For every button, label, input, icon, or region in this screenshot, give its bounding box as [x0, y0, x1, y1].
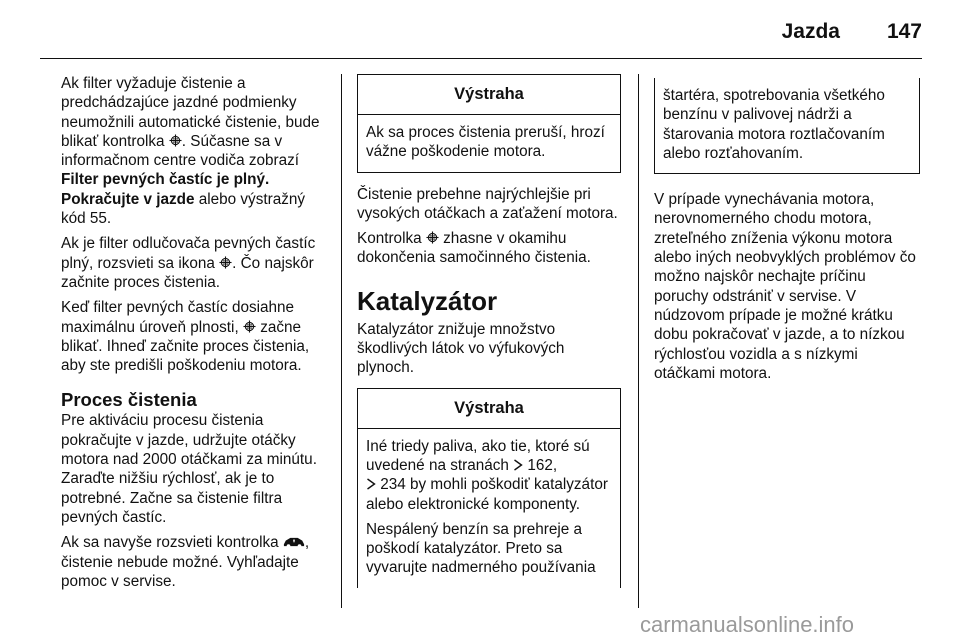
paragraph: Katalyzátor znižuje množstvo škodlivých látok vo výfukových plynoch. — [357, 320, 565, 377]
particle-filter-icon — [169, 134, 182, 147]
section-heading-catalytic-converter: Katalyzátor — [357, 285, 498, 316]
warning-title: Výstraha — [358, 389, 620, 429]
warning-text: Nespálený benzín sa prehreje a poškodí katalyzátor. Preto sa vyvarujte nadmerného používania — [366, 520, 596, 577]
page-reference-arrow-icon — [513, 459, 523, 471]
subheading-cleaning-process: Proces čistenia — [61, 389, 197, 411]
page-reference-arrow-icon — [366, 478, 376, 490]
text: . Čo najskôr začnite proces čistenia. — [61, 254, 314, 291]
column-left — [61, 74, 326, 597]
warning-box — [357, 388, 621, 588]
text: alebo výstražný kód 55. — [61, 190, 306, 228]
driver-info-message: Filter pevných častíc je plný. Pokračujte v jazde — [61, 171, 270, 208]
text: Iné triedy paliva, ako tie, ktoré sú uvedené na stranách — [366, 437, 590, 474]
column-middle — [357, 74, 621, 594]
watermark: carmanualsonline.info — [640, 612, 855, 637]
text: Kontrolka — [357, 230, 426, 248]
warning-box — [357, 74, 621, 173]
engine-service-car-icon — [283, 535, 305, 548]
page-reference[interactable]: 234 — [380, 476, 406, 494]
text: by mohli poškodiť katalyzátor alebo elektronické komponenty. — [366, 476, 608, 513]
text: Ak filter vyžaduje čistenie a predchádzajúce jazdné podmienky neumožnili automatické čistenie, bude blikať kontrolka — [61, 75, 320, 150]
page-number: 147 — [886, 20, 922, 43]
warning-title: Výstraha — [358, 75, 620, 115]
text: zhasne v okamihu dokončenia samočinného čistenia. — [357, 230, 591, 267]
warning-text: štartéra, spotrebovania všetkého benzínu v palivovej nádrži a štarovania motora roztlačovaním alebo rozťahovaním. — [663, 87, 885, 162]
header-divider — [40, 58, 922, 59]
paragraph — [61, 298, 326, 375]
paragraph — [61, 74, 326, 228]
text: , — [552, 456, 558, 474]
warning-text — [366, 437, 612, 514]
paragraph: Pre aktiváciu procesu čistenia pokračujte v jazde, udržujte otáčky motora nad 2000 otáčkami za minútu. Zaraďte nižšiu rýchlosť, ak je to potrebné. Začne sa čistenie filtra pevných častíc. — [61, 412, 317, 526]
warning-text: Ak sa proces čistenia preruší, hrozí vážne poškodenie motora. — [366, 124, 605, 161]
paragraph — [357, 229, 621, 268]
particle-filter-icon — [243, 320, 256, 333]
text: Ak sa navyše rozsvieti kontrolka — [61, 534, 283, 552]
text: , čistenie nebude možné. Vyhľadajte pomoc v servise. — [61, 534, 310, 590]
text: . Súčasne sa v informačnom centre vodiča zobrazí — [61, 132, 300, 170]
page-reference[interactable]: 162 — [527, 456, 553, 474]
paragraph — [61, 234, 326, 292]
warning-box-continued — [654, 78, 920, 174]
paragraph: V prípade vynechávania motora, nerovnomerného chodu motora, zreteľného zníženia výkonu motora alebo iných neobvyklých problémov čo možno najskôr nechajte príčinu poruchy odstrániť v servise. V núdzovom prípade je možné krátku dobu pokračovať v jazde, a to nízkou rýchlosťou vozidla a s nízkymi otáčkami motora. — [654, 191, 916, 382]
column-right — [654, 74, 920, 389]
column-divider — [341, 74, 342, 608]
chapter-title: Jazda — [781, 20, 840, 43]
particle-filter-icon — [219, 256, 232, 269]
paragraph: Čistenie prebehne najrýchlejšie pri vysokých otáčkach a zaťažení motora. — [357, 185, 618, 222]
column-divider — [638, 74, 639, 608]
particle-filter-icon — [426, 231, 439, 244]
page-header — [0, 0, 960, 58]
text: Ak je filter odlučovača pevných častíc plný, rozsvieti sa ikona — [61, 235, 316, 272]
text: začne blikať. Ihneď začnite proces čistenia, aby ste predišli poškodeniu motora. — [61, 318, 310, 375]
paragraph — [61, 533, 326, 591]
text: Keď filter pevných častíc dosiahne maximálnu úroveň plnosti, — [61, 299, 295, 336]
